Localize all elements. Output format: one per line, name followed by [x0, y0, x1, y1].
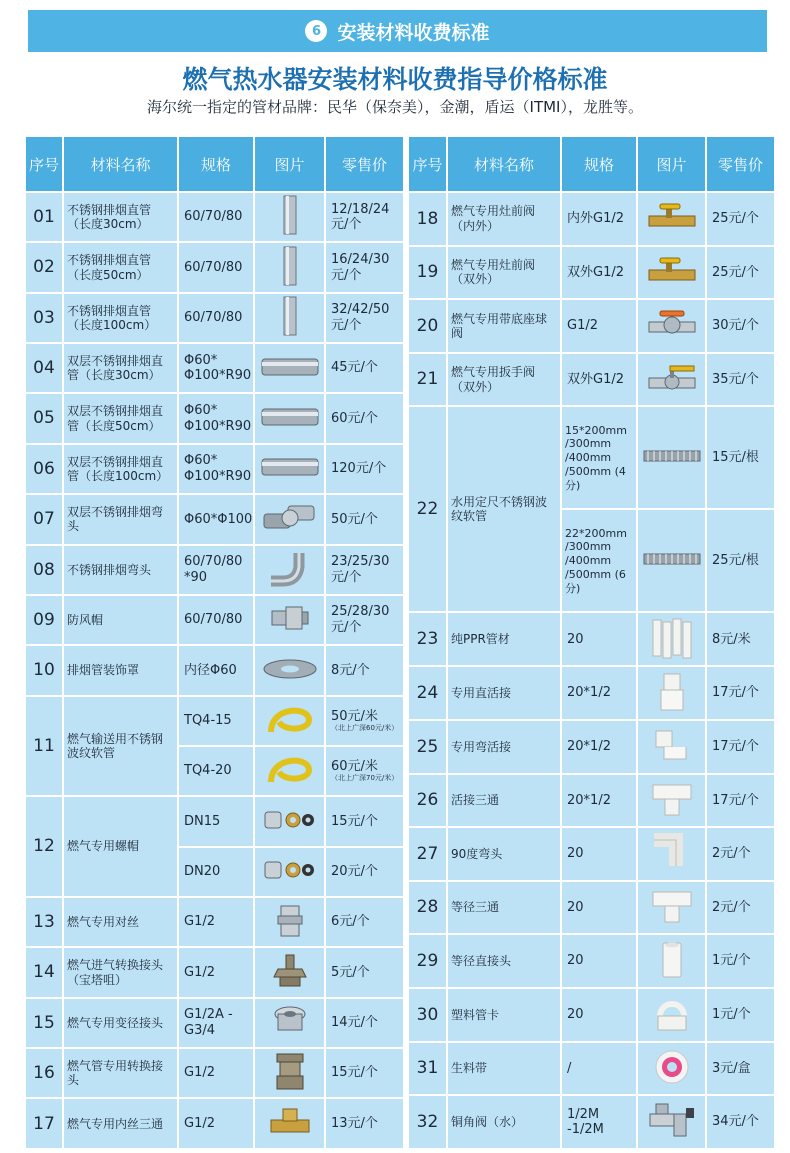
row-name: 90度弯头: [448, 828, 560, 880]
row-no: 23: [409, 613, 446, 665]
row-price: 1元/个: [707, 935, 774, 987]
row-name: 双层不锈钢排烟弯头: [64, 495, 177, 543]
nut-set-icon: [262, 857, 318, 883]
row-no: 04: [26, 344, 62, 392]
ppr-elbow-union-icon: [652, 725, 692, 765]
row-name: 专用直活接: [448, 667, 560, 719]
ppr-union-icon: [655, 671, 689, 713]
row-spec: 20: [562, 828, 636, 880]
row-price: 6元/个: [326, 898, 403, 946]
header-spec: 规格: [562, 137, 636, 191]
table-row: [409, 407, 774, 508]
row-spec: Φ60*Φ100: [179, 495, 253, 543]
row-no: 11: [26, 697, 62, 796]
table-row: [26, 1099, 403, 1148]
table-row: [409, 193, 774, 245]
row-price: 50元/米: [331, 709, 378, 725]
table-row: [409, 1043, 774, 1095]
row-price: 35元/个: [707, 354, 774, 406]
table-row: [26, 495, 403, 543]
row-spec: 内外G1/2: [562, 193, 636, 245]
price-note: （北上广深70元/米）: [331, 774, 399, 783]
straight-pipe-icon: [275, 295, 305, 337]
row-spec: 22*200mm /300mm /400mm /500mm (6分): [562, 510, 636, 611]
row-price: 16/24/30元/个: [326, 243, 403, 291]
row-no: 24: [409, 667, 446, 719]
row-price: 8元/米: [707, 613, 774, 665]
row-price: 20元/个: [326, 848, 403, 896]
row-price: 17元/个: [707, 667, 774, 719]
row-price: 5元/个: [326, 948, 403, 996]
price-table-left: [24, 135, 405, 1150]
row-price: 45元/个: [326, 344, 403, 392]
header-price: 零售价: [707, 137, 774, 191]
row-spec: Φ60* Φ100*R90: [179, 394, 253, 442]
header-name: 材料名称: [64, 137, 177, 191]
table-row: [26, 797, 403, 845]
row-name: 燃气专用内丝三通: [64, 1099, 177, 1148]
row-name: 活接三通: [448, 775, 560, 827]
row-name: 燃气专用扳手阀（双外）: [448, 354, 560, 406]
row-no: 29: [409, 935, 446, 987]
row-spec: 60/70/80: [179, 193, 253, 241]
row-no: 15: [26, 999, 62, 1047]
double-elbow-icon: [262, 502, 318, 534]
row-name: 燃气输送用不锈钢波纹软管: [64, 697, 177, 796]
double-pipe-icon: [260, 404, 320, 430]
ppr-tee-icon: [650, 886, 694, 926]
row-spec: Φ60* Φ100*R90: [179, 344, 253, 392]
row-spec: 20: [562, 613, 636, 665]
row-spec: 20: [562, 882, 636, 934]
row-name: 纯PPR管材: [448, 613, 560, 665]
row-spec: 20*1/2: [562, 721, 636, 773]
row-spec: 1/2M -1/2M: [562, 1096, 636, 1148]
row-price: 30元/个: [707, 300, 774, 352]
row-name: 双层不锈钢排烟直管（长度50cm）: [64, 394, 177, 442]
section-title: 安装材料收费标准: [337, 21, 490, 44]
header-name: 材料名称: [448, 137, 560, 191]
row-spec: G1/2: [562, 300, 636, 352]
reducer-icon: [270, 1004, 310, 1038]
header-spec: 规格: [179, 137, 253, 191]
row-price: 15元/个: [326, 1049, 403, 1097]
row-no: 05: [26, 394, 62, 442]
ppr-tee-icon: [650, 779, 694, 819]
brass-tee-icon: [268, 1106, 312, 1138]
row-spec: 60/70/80 *90: [179, 546, 253, 594]
row-name: 燃气管专用转换接头: [64, 1049, 177, 1097]
row-no: 18: [409, 193, 446, 245]
row-price: 14元/个: [326, 999, 403, 1047]
ppr-elbow-icon: [650, 832, 694, 872]
row-name: 排烟管装饰罩: [64, 646, 177, 694]
ptfe-tape-icon: [652, 1047, 692, 1087]
header-pic: 图片: [638, 137, 705, 191]
row-name: 燃气专用灶前阀（双外）: [448, 247, 560, 299]
row-price: 25/28/30元/个: [326, 596, 403, 644]
row-spec: 20*1/2: [562, 667, 636, 719]
row-name: 燃气专用灶前阀（内外）: [448, 193, 560, 245]
section-banner: [28, 10, 767, 52]
row-no: 25: [409, 721, 446, 773]
row-no: 20: [409, 300, 446, 352]
nipple-icon: [272, 903, 308, 939]
row-spec: DN15: [179, 797, 253, 845]
row-spec: 20*1/2: [562, 775, 636, 827]
row-price: 1元/个: [707, 989, 774, 1041]
row-price: 32/42/50元/个: [326, 294, 403, 342]
row-spec: 双外G1/2: [562, 247, 636, 299]
table-row: [409, 613, 774, 665]
row-no: 27: [409, 828, 446, 880]
row-no: 13: [26, 898, 62, 946]
angle-valve-icon: [646, 1100, 698, 1140]
row-name: 塑料管卡: [448, 989, 560, 1041]
gas-valve-icon: [646, 256, 698, 286]
section-number: 6: [305, 20, 327, 42]
row-name: 等径直接头: [448, 935, 560, 987]
row-spec: G1/2: [179, 1099, 253, 1148]
row-price: 34元/个: [707, 1096, 774, 1148]
row-no: 17: [26, 1099, 62, 1148]
wind-cap-icon: [268, 603, 312, 633]
table-row: [409, 721, 774, 773]
row-no: 02: [26, 243, 62, 291]
table-row: [409, 300, 774, 352]
table-row: [26, 646, 403, 694]
row-price: 3元/盒: [707, 1043, 774, 1095]
row-name: 生料带: [448, 1043, 560, 1095]
page-subtitle: 海尔统一指定的管材品牌：民华（保奈美），金潮，盾运（ITMI），龙胜等。: [147, 98, 643, 116]
row-name: 铜角阀（水）: [448, 1096, 560, 1148]
row-price: 2元/个: [707, 882, 774, 934]
row-name: 不锈钢排烟直管（长度30cm）: [64, 193, 177, 241]
table-row: [26, 948, 403, 996]
row-spec: TQ4-15: [179, 697, 253, 745]
row-no: 10: [26, 646, 62, 694]
row-name: 等径三通: [448, 882, 560, 934]
nut-set-icon: [262, 807, 318, 833]
table-row: [26, 193, 403, 241]
row-name: 专用弯活接: [448, 721, 560, 773]
row-spec: G1/2: [179, 1049, 253, 1097]
row-spec: G1/2: [179, 948, 253, 996]
row-price: 12/18/24元/个: [326, 193, 403, 241]
row-no: 01: [26, 193, 62, 241]
lever-valve-icon: [646, 362, 698, 394]
double-pipe-icon: [260, 454, 320, 480]
header-no: 序号: [409, 137, 446, 191]
header-pic: 图片: [255, 137, 324, 191]
row-spec: G1/2A -G3/4: [179, 999, 253, 1047]
row-spec: 60/70/80: [179, 596, 253, 644]
row-price: 15元/个: [326, 797, 403, 845]
table-row: [409, 989, 774, 1041]
row-price: 17元/个: [707, 721, 774, 773]
row-no: 03: [26, 294, 62, 342]
row-price: 120元/个: [326, 445, 403, 493]
table-row: [409, 775, 774, 827]
row-name: 不锈钢排烟弯头: [64, 546, 177, 594]
price-tables: [24, 135, 768, 1150]
table-row: [26, 394, 403, 442]
row-no: 07: [26, 495, 62, 543]
hose-barb-icon: [270, 953, 310, 989]
row-name: 防风帽: [64, 596, 177, 644]
row-no: 14: [26, 948, 62, 996]
row-spec: 20: [562, 989, 636, 1041]
row-no: 06: [26, 445, 62, 493]
row-spec: 15*200mm /300mm /400mm /500mm (4分): [562, 407, 636, 508]
row-no: 22: [409, 407, 446, 611]
row-name: 燃气专用带底座球阀: [448, 300, 560, 352]
row-name: 不锈钢排烟直管（长度100cm）: [64, 294, 177, 342]
header-no: 序号: [26, 137, 62, 191]
header-price: 零售价: [326, 137, 403, 191]
row-spec: Φ60* Φ100*R90: [179, 445, 253, 493]
table-row: [26, 596, 403, 644]
row-price: 50元/个: [326, 495, 403, 543]
table-row: [26, 999, 403, 1047]
row-no: 26: [409, 775, 446, 827]
row-name: 燃气专用变径接头: [64, 999, 177, 1047]
row-no: 31: [409, 1043, 446, 1095]
table-row: [26, 243, 403, 291]
row-price: 23/25/30元/个: [326, 546, 403, 594]
row-no: 30: [409, 989, 446, 1041]
row-name: 双层不锈钢排烟直管（长度30cm）: [64, 344, 177, 392]
row-spec: TQ4-20: [179, 747, 253, 795]
trim-ring-icon: [262, 657, 318, 681]
row-no: 28: [409, 882, 446, 934]
pipe-clip-icon: [652, 992, 692, 1034]
table-row: [409, 354, 774, 406]
row-name: 双层不锈钢排烟直管（长度100cm）: [64, 445, 177, 493]
straight-pipe-icon: [275, 194, 305, 236]
row-price: 15元/根: [707, 407, 774, 508]
row-spec: 60/70/80: [179, 294, 253, 342]
row-price: 60元/个: [326, 394, 403, 442]
ppr-coupling-icon: [657, 939, 687, 981]
bellows-hose-icon: [642, 549, 702, 569]
row-price: 2元/个: [707, 828, 774, 880]
row-price: 25元/个: [707, 247, 774, 299]
row-spec: 双外G1/2: [562, 354, 636, 406]
row-spec: 内径Φ60: [179, 646, 253, 694]
row-no: 32: [409, 1096, 446, 1148]
table-row: [26, 344, 403, 392]
row-price: 8元/个: [326, 646, 403, 694]
bellows-hose-icon: [642, 446, 702, 466]
row-spec: DN20: [179, 848, 253, 896]
table-row: [26, 898, 403, 946]
row-no: 21: [409, 354, 446, 406]
row-no: 08: [26, 546, 62, 594]
double-pipe-icon: [260, 354, 320, 380]
table-row: [26, 445, 403, 493]
row-price: 25元/根: [707, 510, 774, 611]
page-title: 燃气热水器安装材料收费指导价格标准: [182, 65, 608, 94]
row-no: 19: [409, 247, 446, 299]
table-row: [409, 247, 774, 299]
price-table-right: [407, 135, 776, 1150]
yellow-hose-icon: [265, 700, 315, 738]
table-row: [409, 882, 774, 934]
elbow-pipe-icon: [265, 549, 315, 587]
row-spec: /: [562, 1043, 636, 1095]
row-price: 13元/个: [326, 1099, 403, 1148]
row-price: 25元/个: [707, 193, 774, 245]
row-no: 16: [26, 1049, 62, 1097]
row-name: 燃气专用对丝: [64, 898, 177, 946]
yellow-hose-icon: [265, 750, 315, 788]
table-row: [409, 828, 774, 880]
table-row: [409, 935, 774, 987]
table-row: [26, 294, 403, 342]
price-note: （北上广深60元/米）: [331, 723, 399, 732]
row-name: 水用定尺不锈钢波纹软管: [448, 407, 560, 611]
adapter-icon: [271, 1052, 309, 1092]
row-name: 燃气进气转换接头（宝塔咀）: [64, 948, 177, 996]
ball-valve-icon: [646, 308, 698, 340]
table-row: [26, 546, 403, 594]
straight-pipe-icon: [275, 245, 305, 287]
gas-valve-icon: [646, 202, 698, 232]
row-spec: G1/2: [179, 898, 253, 946]
row-name: 燃气专用螺帽: [64, 797, 177, 896]
ppr-pipes-icon: [649, 616, 695, 660]
table-row: [26, 1049, 403, 1097]
table-row: [409, 667, 774, 719]
row-price: 17元/个: [707, 775, 774, 827]
table-row: [26, 697, 403, 745]
table-row: [409, 1096, 774, 1148]
row-no: 12: [26, 797, 62, 896]
row-spec: 20: [562, 935, 636, 987]
row-spec: 60/70/80: [179, 243, 253, 291]
row-price: 60元/米: [331, 759, 378, 775]
row-name: 不锈钢排烟直管（长度50cm）: [64, 243, 177, 291]
row-no: 09: [26, 596, 62, 644]
